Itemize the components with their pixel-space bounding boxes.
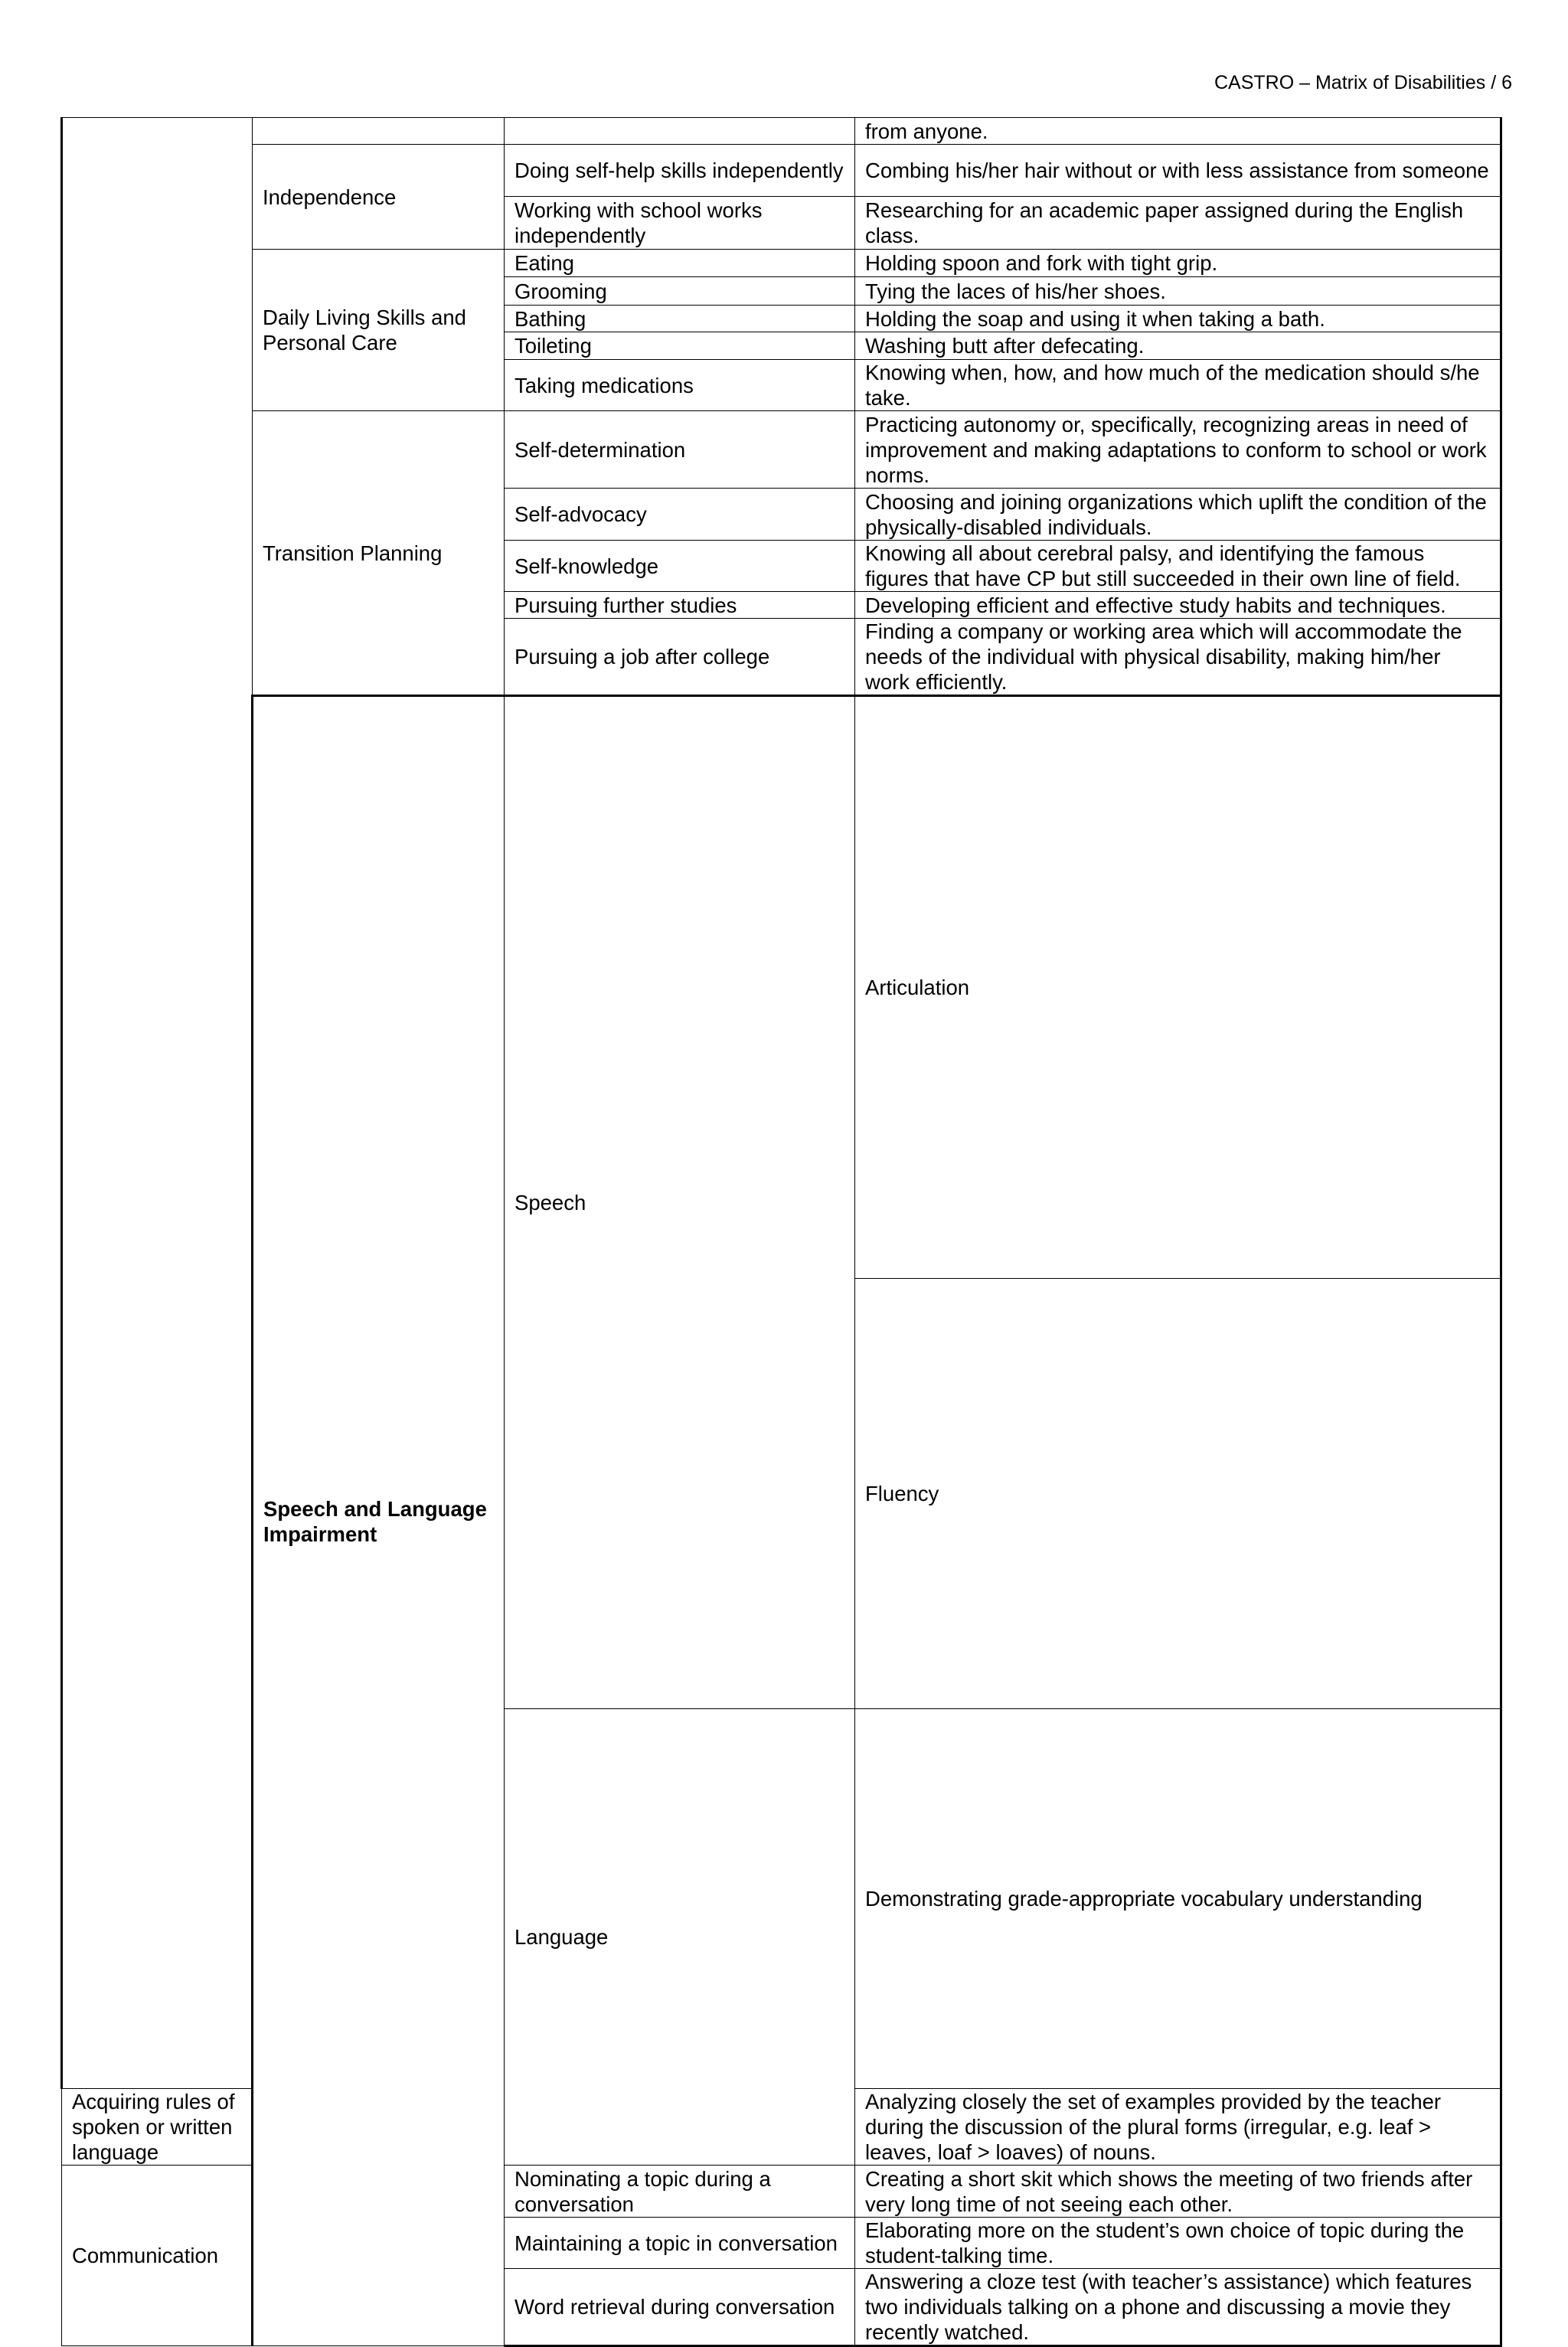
activity-cell: Choosing and joining organizations which uplift the condition of the physically-disabled individuals. [855,489,1501,541]
activity-cell: Holding spoon and fork with tight grip. [855,250,1501,277]
skill-cell: Taking medications [505,360,855,411]
domain-cell [253,118,505,145]
activity-cell: from anyone. [855,118,1501,145]
skill-cell: Nominating a topic during a conversation [505,2166,855,2218]
activity-cell: Creating a short skit which shows the meeting of two friends after very long time of not seeing each other. [855,2166,1501,2218]
skill-cell: Self-knowledge [505,541,855,592]
activity-cell: Knowing when, how, and how much of the medication should s/he take. [855,360,1501,411]
skill-cell: Maintaining a topic in conversation [505,2218,855,2269]
skill-cell: Self-determination [505,411,855,489]
table-row [62,118,1501,145]
activity-cell: Knowing all about cerebral palsy, and identifying the famous figures that have CP but still succeeded in their own line of field. [855,541,1501,592]
activity-cell: Finding a company or working area which will accommodate the needs of the individual with physical disability, making him/her work efficiently. [855,619,1501,696]
skill-cell: Doing self-help skills independently [505,145,855,197]
skill-cell: Pursuing further studies [505,592,855,619]
skill-cell: Working with school works independently [505,197,855,250]
activity-cell: Combing his/her hair without or with less assistance from someone [855,145,1501,197]
skill-cell: Pursuing a job after college [505,619,855,696]
skill-cell: Fluency [855,1279,1501,1709]
activity-cell: Analyzing closely the set of examples provided by the teacher during the discussion of the plural forms (irregular, e.g. leaf > leaves, loaf > loaves) of nouns. [855,2089,1501,2166]
table-row [62,250,1501,277]
activity-cell: Elaborating more on the student’s own choice of topic during the student-talking time. [855,2218,1501,2269]
table-row [62,411,1501,489]
activity-cell: Holding the soap and using it when taking a bath. [855,306,1501,332]
domain-cell: Communication [62,2166,253,2346]
domain-cell: Independence [253,145,505,250]
skill-cell: Toileting [505,332,855,360]
domain-cell: Transition Planning [253,411,505,696]
disability-cell: Speech and Language Impairment [253,696,505,2346]
skill-cell: Grooming [505,277,855,306]
skill-cell: Eating [505,250,855,277]
domain-cell: Language [505,1709,855,2166]
activity-cell: Tying the laces of his/her shoes. [855,277,1501,306]
skill-cell [505,118,855,145]
skill-cell: Articulation [855,696,1501,1279]
page-header: CASTRO – Matrix of Disabilities / 6 [1214,72,1512,93]
skill-cell: Bathing [505,306,855,332]
activity-cell: Answering a cloze test (with teacher’s assistance) which features two individuals talking on a phone and discussing a movie they recently watched. [855,2269,1501,2346]
disabilities-matrix-table [60,117,1502,2347]
table-row [62,696,1501,1279]
skill-cell: Demonstrating grade-appropriate vocabulary understanding [855,1709,1501,2089]
activity-cell: Washing butt after defecating. [855,332,1501,360]
skill-cell: Self-advocacy [505,489,855,541]
domain-cell: Daily Living Skills and Personal Care [253,250,505,411]
skill-cell: Word retrieval during conversation [505,2269,855,2346]
disability-cell [62,118,253,2089]
domain-cell: Speech [505,696,855,1709]
activity-cell: Researching for an academic paper assigned during the English class. [855,197,1501,250]
activity-cell: Developing efficient and effective study habits and techniques. [855,592,1501,619]
table-row [62,145,1501,197]
activity-cell: Practicing autonomy or, specifically, recognizing areas in need of improvement and making adaptations to conform to school or work norms. [855,411,1501,489]
skill-cell: Acquiring rules of spoken or written language [62,2089,253,2166]
